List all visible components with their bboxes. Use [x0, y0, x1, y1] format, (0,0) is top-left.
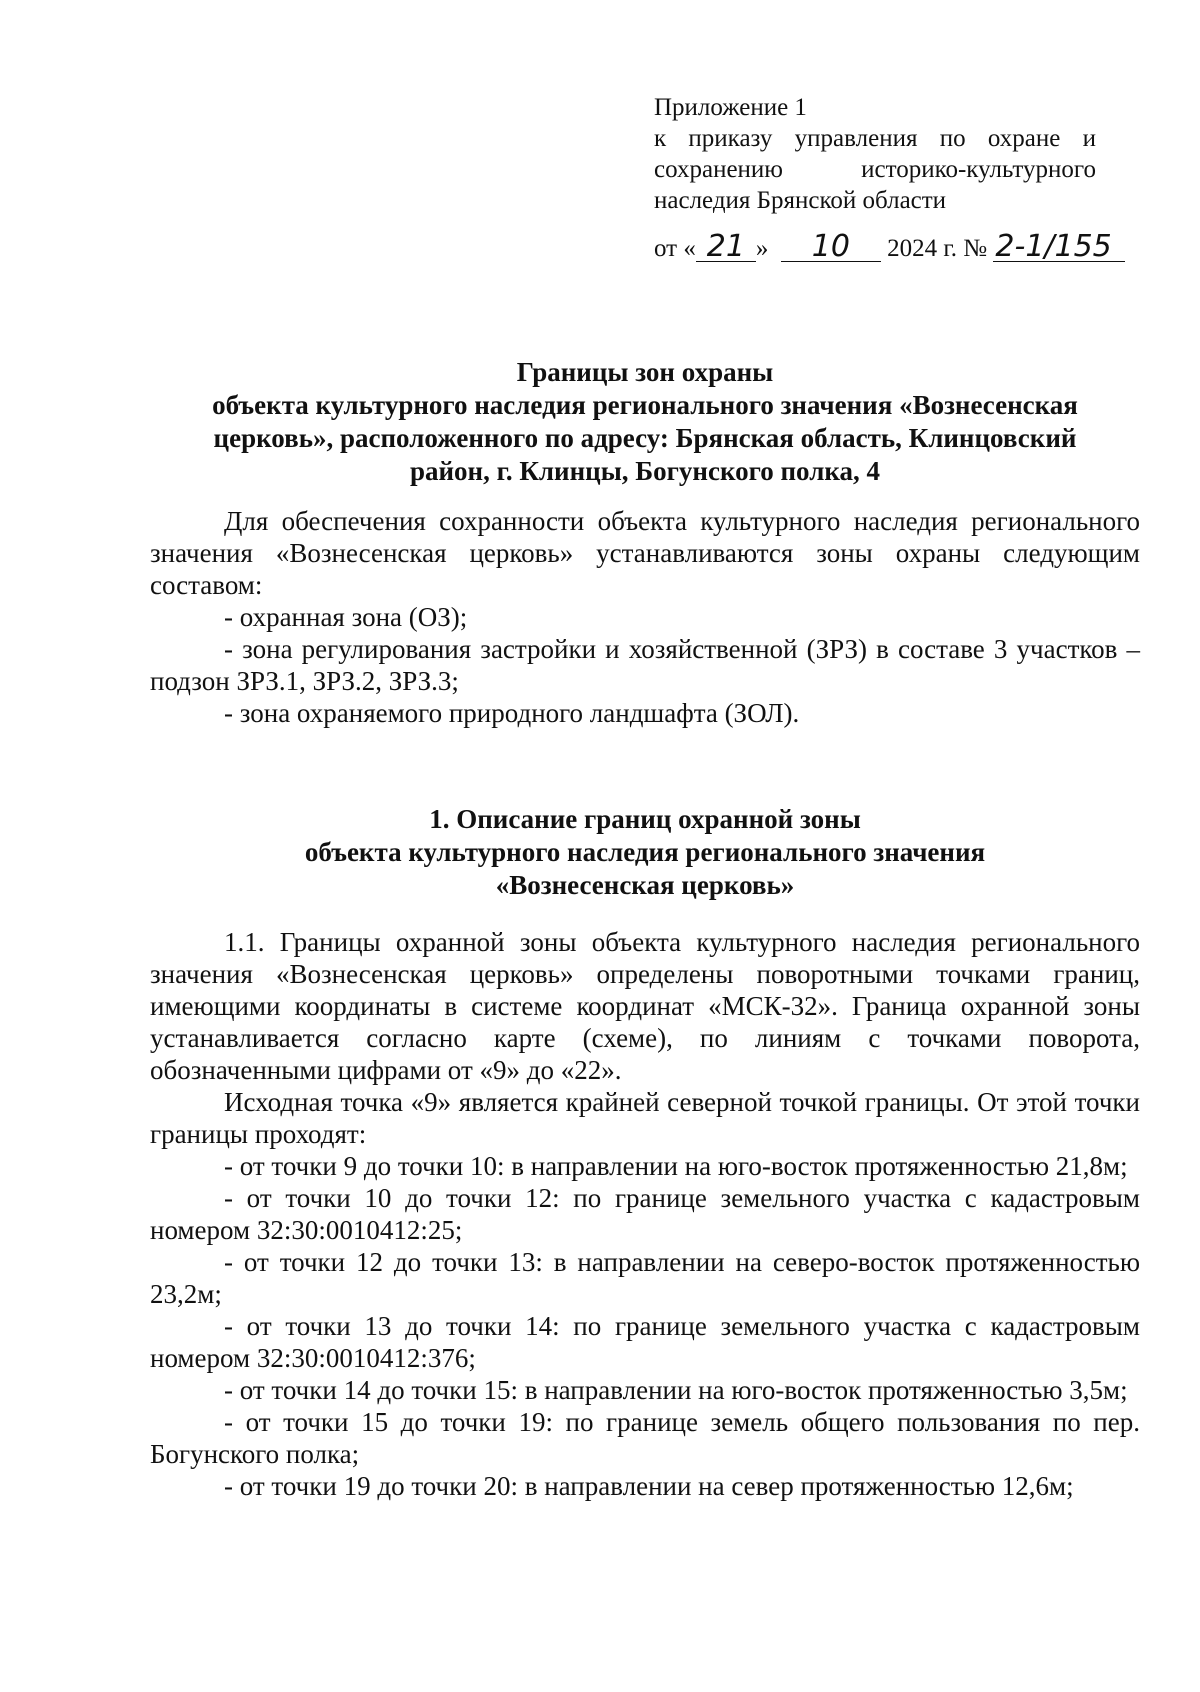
boundary-item: - от точки 19 до точки 20: в направлении на север протяженностью 12,6м;	[224, 1471, 1074, 1501]
main-title	[150, 356, 1140, 488]
main-title-line-3: церковь», расположенного по адресу: Брянская область, Клинцовский	[213, 423, 1077, 453]
order-date-line	[654, 229, 1114, 266]
handwritten-day: 21	[696, 233, 756, 262]
intro-section	[150, 505, 1140, 729]
appendix-line-4: наследия Брянской области	[654, 187, 947, 214]
boundary-item: - от точки 13 до точки 14: по границе земельного участка с кадастровым номером 32:30:0010412:376;	[150, 1311, 1140, 1373]
section-1-title-line-1: 1. Описание границ охранной зоны	[429, 804, 861, 834]
main-title-line-2: объекта культурного наследия регионального значения «Вознесенская	[212, 390, 1078, 420]
main-title-line-4: район, г. Клинцы, Богунского полка, 4	[409, 456, 880, 486]
section-1-title	[150, 803, 1140, 902]
section-1-paragraph-2: Исходная точка «9» является крайней северной точкой границы. От этой точки границы проходят:	[150, 1087, 1140, 1149]
section-1-title-line-3: «Вознесенская церковь»	[495, 870, 795, 900]
section-1-title-line-2: объекта культурного наследия регионального значения	[304, 837, 986, 867]
section-1-body	[150, 926, 1140, 1502]
date-prefix: от «	[654, 235, 696, 262]
handwritten-month: 10	[781, 233, 881, 262]
boundary-item: - от точки 15 до точки 19: по границе земель общего пользования по пер. Богунского полка;	[150, 1407, 1140, 1469]
intro-paragraph: Для обеспечения сохранности объекта культурного наследия регионального значения «Вознесенская церковь» устанавливаются зоны охраны следующим составом:	[150, 506, 1140, 600]
boundary-item: - от точки 9 до точки 10: в направлении на юго-восток протяженностью 21,8м;	[224, 1151, 1128, 1181]
appendix-header	[654, 92, 1096, 216]
appendix-line-3: сохранению историко-культурного	[654, 156, 1096, 183]
date-mid: »	[755, 235, 769, 262]
section-1-paragraph-1: 1.1. Границы охранной зоны объекта культурного наследия регионального значения «Вознесенская церковь» определены поворотными точками границ, имеющими координаты в системе координат «МСК-32». Граница охранной зоны устанавливается согласно карте (схеме), по линиям с точками поворота, обозначенными цифрами от «9» до «22».	[150, 927, 1140, 1085]
intro-item-zrz: - зона регулирования застройки и хозяйственной (ЗРЗ) в составе 3 участков – подзон ЗРЗ.1, ЗРЗ.2, ЗРЗ.3;	[150, 634, 1140, 696]
boundary-item: - от точки 10 до точки 12: по границе земельного участка с кадастровым номером 32:30:0010412:25;	[150, 1183, 1140, 1245]
handwritten-order-number: 2-1/155	[993, 233, 1125, 262]
intro-item-oz: - охранная зона (ОЗ);	[224, 602, 468, 632]
boundary-item: - от точки 12 до точки 13: в направлении на северо-восток протяженностью 23,2м;	[150, 1247, 1140, 1309]
main-title-line-1: Границы зон охраны	[516, 357, 774, 387]
boundary-item: - от точки 14 до точки 15: в направлении на юго-восток протяженностью 3,5м;	[224, 1375, 1128, 1405]
intro-item-zol: - зона охраняемого природного ландшафта (ЗОЛ).	[224, 698, 800, 728]
appendix-label: Приложение 1	[654, 94, 807, 121]
appendix-line-2: к приказу управления по охране и	[654, 125, 1096, 152]
year-text: 2024 г. №	[887, 235, 988, 262]
